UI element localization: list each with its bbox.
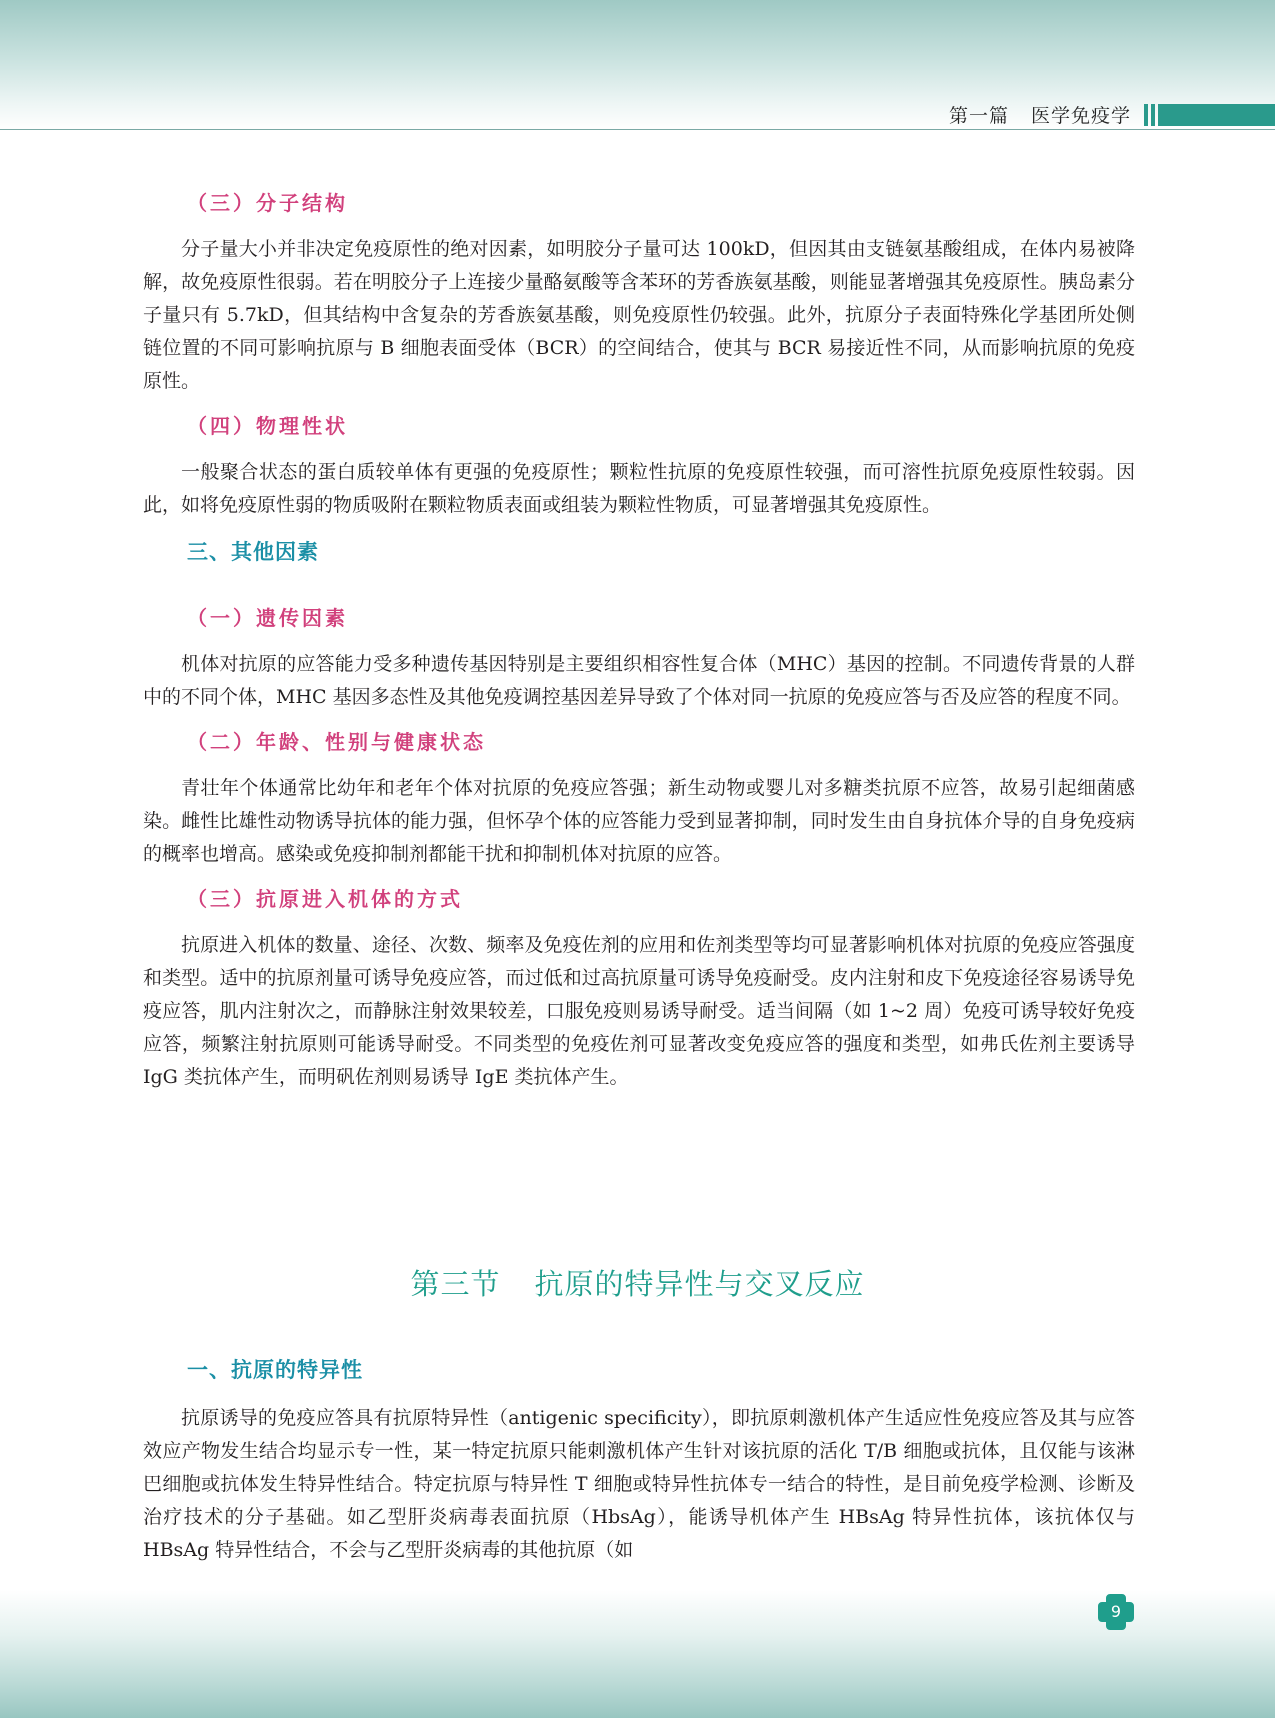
chapter-number: 第三节 — [410, 1267, 501, 1301]
subheading-genetic-factors: （一）遗传因素 — [187, 606, 348, 630]
header-divider — [0, 129, 1275, 130]
paragraph-physical-properties: 一般聚合状态的蛋白质较单体有更强的免疫原性；颗粒性抗原的免疫原性较强，而可溶性抗原免疫原性较弱。因此，如将免疫原性弱的物质吸附在颗粒物质表面或组装为颗粒性物质，可显著增强其免疫原性。 — [143, 461, 1135, 516]
paragraph-antigen-entry: 抗原进入机体的数量、途径、次数、频率及免疫佐剂的应用和佐剂类型等均可显著影响机体对抗原的免疫应答强度和类型。适中的抗原剂量可诱导免疫应答，而过低和过高抗原量可诱导免疫耐受。皮内注射和皮下免疫途径容易诱导免疫应答，肌内注射次之，而静脉注射效果较差，口服免疫则易诱导耐受。适当间隔（如 1~2 周）免疫可诱导较好免疫应答，频繁注射抗原则可能诱导耐受。不同类型的免疫佐剂可显著改变免疫应答的强度和类型，如弗氏佐剂主要诱导 IgG 类抗体产生，而明矾佐剂则易诱导 IgE 类抗体产生。 — [143, 934, 1135, 1088]
subheading-antigen-entry: （三）抗原进入机体的方式 — [187, 887, 463, 911]
page-body — [143, 185, 1135, 1094]
subheading-physical-properties: （四）物理性状 — [187, 414, 348, 438]
heading-antigen-specificity: 一、抗原的特异性 — [187, 1358, 363, 1382]
chapter-name: 抗原的特异性与交叉反应 — [534, 1267, 865, 1301]
running-header — [949, 101, 1131, 128]
page-number: 9 — [1110, 1602, 1122, 1621]
header-bar-decoration — [1144, 104, 1275, 126]
heading-other-factors: 三、其他因素 — [187, 540, 319, 564]
paragraph-age-sex-health: 青壮年个体通常比幼年和老年个体对抗原的免疫应答强；新生动物或婴儿对多糖类抗原不应答，故易引起细菌感染。雌性比雄性动物诱导抗体的能力强，但怀孕个体的应答能力受到显著抑制，同时发生由自身抗体介导的自身免疫病的概率也增高。感染或免疫抑制剂都能干扰和抑制机体对抗原的应答。 — [143, 777, 1135, 865]
paragraph-molecular-structure: 分子量大小并非决定免疫原性的绝对因素，如明胶分子量可达 100kD，但因其由支链氨基酸组成，在体内易被降解，故免疫原性很弱。若在明胶分子上连接少量酪氨酸等含苯环的芳香族氨基酸，则能显著增强其免疫原性。胰岛素分子量只有 5.7kD，但其结构中含复杂的芳香族氨基酸，则免疫原性仍较强。此外，抗原分子表面特殊化学基团所处侧链位置的不同可影响抗原与 B 细胞表面受体（BCR）的空间结合，使其与 BCR 易接近性不同，从而影响抗原的免疫原性。 — [143, 238, 1135, 392]
footer-band — [0, 1590, 1275, 1718]
header-subject: 医学免疫学 — [1030, 105, 1131, 127]
page-body-lower — [143, 1352, 1135, 1567]
paragraph-antigen-specificity: 抗原诱导的免疫应答具有抗原特异性（antigenic specificity），即抗原刺激机体产生适应性免疫应答及其与应答效应产物发生结合均显示专一性，某一特定抗原只能刺激机体产生针对该抗原的活化 T/B 细胞或抗体，且仅能与该淋巴细胞或抗体发生特异性结合。特定抗原与特异性 T 细胞或特异性抗体专一结合的特性，是目前免疫学检测、诊断及治疗技术的分子基础。如乙型肝炎病毒表面抗原（HbsAg），能诱导机体产生 HBsAg 特异性抗体，该抗体仅与 HBsAg 特异性结合，不会与乙型肝炎病毒的其他抗原（如 — [143, 1407, 1135, 1561]
paragraph-genetic-factors: 机体对抗原的应答能力受多种遗传基因特别是主要组织相容性复合体（MHC）基因的控制。不同遗传背景的人群中的不同个体，MHC 基因多态性及其他免疫调控基因差异导致了个体对同一抗原的免疫应答与否及应答的程度不同。 — [143, 653, 1135, 708]
chapter-title — [0, 1262, 1275, 1303]
header-part: 第一篇 — [948, 105, 1009, 127]
page-number-badge — [1096, 1592, 1136, 1632]
subheading-molecular-structure: （三）分子结构 — [187, 191, 348, 215]
subheading-age-sex-health: （二）年龄、性别与健康状态 — [187, 730, 486, 754]
